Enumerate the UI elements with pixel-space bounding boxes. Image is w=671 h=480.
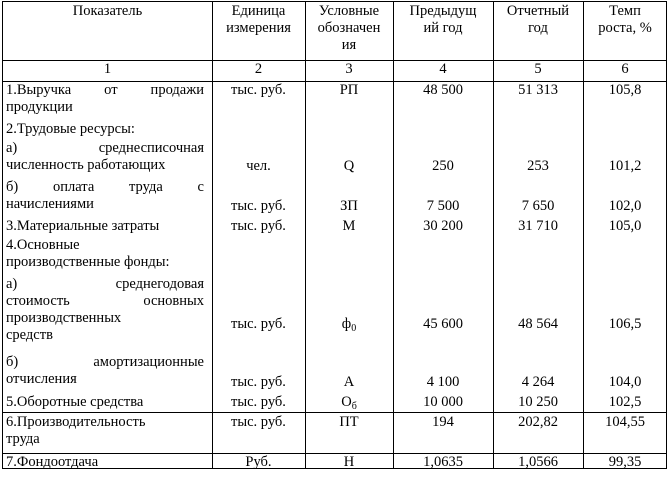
row-label-headcount: а) среднесписочная численность работающих xyxy=(6,140,204,173)
cell-rate: 102,0 xyxy=(608,198,642,214)
col-number: 6 xyxy=(621,61,629,77)
cell-unit: тыс. руб. xyxy=(231,82,286,98)
header-indicator: Показатель xyxy=(72,3,143,19)
row-label-material-costs: 3.Материальные затраты xyxy=(6,218,160,234)
cell-prev: 10 000 xyxy=(423,394,463,410)
cell-rate: 105,8 xyxy=(608,82,642,98)
cell-curr: 51 313 xyxy=(518,82,558,98)
cell-rate: 101,2 xyxy=(608,158,642,174)
row-label-payroll: б) оплата труда с начислениями xyxy=(6,179,204,212)
cell-curr: 4 264 xyxy=(521,374,555,390)
cell-symbol: Н xyxy=(343,454,355,470)
cell-symbol: М xyxy=(342,218,356,234)
cell-curr: 202,82 xyxy=(518,414,558,430)
cell-curr: 48 564 xyxy=(518,316,558,332)
col-number: 2 xyxy=(254,61,263,77)
cell-rate: 99,35 xyxy=(608,454,642,470)
cell-symbol: А xyxy=(343,374,355,390)
cell-curr: 1,0566 xyxy=(518,454,558,470)
cell-curr: 10 250 xyxy=(518,394,558,410)
cell-rate: 105,0 xyxy=(608,218,642,234)
cell-curr: 7 650 xyxy=(521,198,555,214)
row-label-revenue: 1.Выручка от продажи продукции xyxy=(6,82,204,115)
col-number: 4 xyxy=(439,61,447,77)
row-label-labor: 2.Трудовые ресурсы: xyxy=(6,121,135,137)
cell-unit: тыс. руб. xyxy=(231,218,286,234)
cell-symbol: ЗП xyxy=(340,198,358,214)
cell-prev: 45 600 xyxy=(423,316,463,332)
cell-symbol: РП xyxy=(339,82,359,98)
row-label-productivity: 6.Производительность труда xyxy=(6,414,146,447)
cell-symbol: $ф_0$ xyxy=(341,316,357,334)
cell-prev: 30 200 xyxy=(423,218,463,234)
cell-prev: 250 xyxy=(432,158,454,174)
row-label-depreciation: б) амортизационные отчисления xyxy=(6,354,204,387)
col-number: 5 xyxy=(534,61,542,77)
cell-curr: 31 710 xyxy=(518,218,558,234)
cell-unit: тыс. руб. xyxy=(231,316,286,332)
cell-prev: 1,0635 xyxy=(423,454,463,470)
cell-unit: тыс. руб. xyxy=(231,374,286,390)
cell-unit: тыс. руб. xyxy=(231,414,286,430)
row-divider xyxy=(3,412,666,413)
cell-rate: 106,5 xyxy=(608,316,642,332)
header-unit: Единица измерения xyxy=(226,3,291,36)
cell-curr: 253 xyxy=(527,158,549,174)
cell-unit: тыс. руб. xyxy=(231,198,286,214)
cell-prev: 48 500 xyxy=(423,82,463,98)
cell-prev: 7 500 xyxy=(426,198,460,214)
cell-prev: 194 xyxy=(432,414,454,430)
cell-rate: 104,0 xyxy=(608,374,642,390)
header-growth-rate: Темп роста, % xyxy=(598,3,652,36)
header-curr-year: Отчетный год xyxy=(506,3,570,36)
header-symbol: Условные обозначен ия xyxy=(317,3,381,53)
cell-unit: чел. xyxy=(246,158,271,174)
cell-prev: 4 100 xyxy=(426,374,460,390)
cell-rate: 104,55 xyxy=(605,414,645,430)
col-number: 1 xyxy=(103,61,112,77)
cell-symbol: ПТ xyxy=(339,414,359,430)
col-number: 3 xyxy=(345,61,353,77)
row-label-avg-assets-value: а) среднегодовая стоимость основных производственных средств xyxy=(6,276,204,343)
row-label-fixed-assets: 4.Основные производственные фонды: xyxy=(6,237,170,270)
cell-symbol: Q xyxy=(343,158,355,174)
cell-unit: Руб. xyxy=(245,454,272,470)
cell-rate: 102,5 xyxy=(608,394,642,410)
header-prev-year: Предыдущ ий год xyxy=(409,3,477,36)
cell-unit: тыс. руб. xyxy=(231,394,286,410)
cell-symbol: $О_б$ xyxy=(341,394,357,412)
row-label-working-capital: 5.Оборотные средства xyxy=(6,394,144,410)
row-label-capital-productivity: 7.Фондоотдача xyxy=(6,454,99,470)
